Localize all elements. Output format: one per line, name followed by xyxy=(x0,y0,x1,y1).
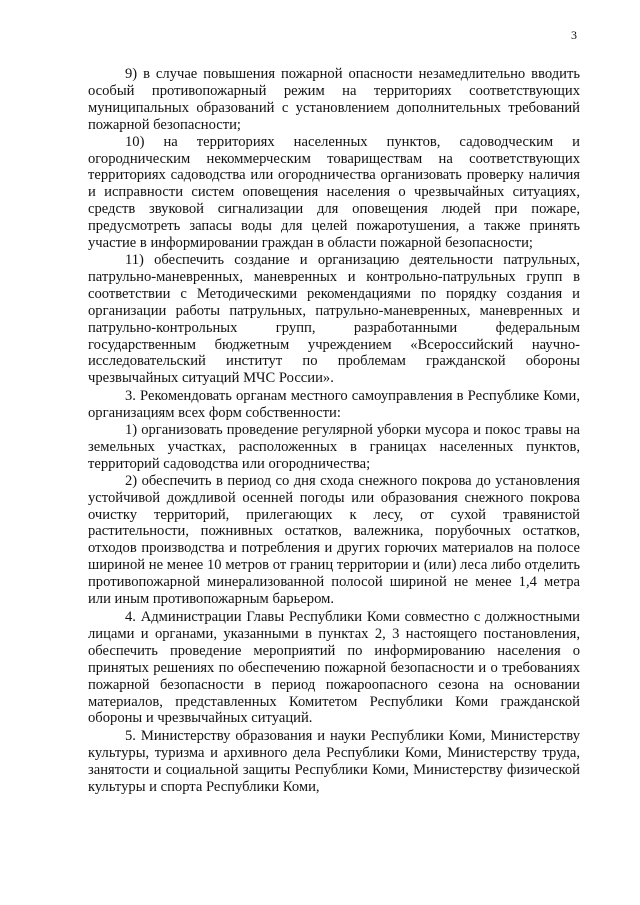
paragraph-section-3: 3. Рекомендовать органам местного самоуправления в Республике Коми, организациям всех форм собственности: xyxy=(88,388,580,422)
document-body xyxy=(88,66,580,796)
paragraph-section-3-item-1: 1) организовать проведение регулярной уборки мусора и покос травы на земельных участках, расположенных в границах населенных пунктов, территорий садоводства или огородничества; xyxy=(88,422,580,472)
paragraph-section-5: 5. Министерству образования и науки Республики Коми, Министерству культуры, туризма и архивного дела Республики Коми, Министерству труда, занятости и социальной защиты Республики Коми, Министерству физической культуры и спорта Республики Коми, xyxy=(88,728,580,796)
paragraph-item-9: 9) в случае повышения пожарной опасности незамедлительно вводить особый противопожарный режим на территориях соответствующих муниципальных образований с установлением дополнительных требований пожарной безопасности; xyxy=(88,66,580,133)
paragraph-section-3-item-2: 2) обеспечить в период со дня схода снежного покрова до установления устойчивой дождливой осенней погоды или образования снежного покрова очистку территорий, прилегающих к лесу, от сухой травянистой растительности, пожнивных остатков, валежника, порубочных остатков, отходов производства и потребления и других горючих материалов на полосе шириной не менее 10 метров от границ территории и (или) леса либо отделить противопожарной минерализованной полосой шириной не менее 1,4 метра или иным противопожарным барьером. xyxy=(88,472,580,608)
paragraph-section-4: 4. Администрации Главы Республики Коми совместно с должностными лицами и органами, указанными в пунктах 2, 3 настоящего постановления, обеспечить проведение мероприятий по информированию населения о принятых решениях по обеспечению пожарной безопасности и о требованиях пожарной безопасности в период пожароопасного сезона на основании материалов, представленных Комитетом Республики Коми гражданской обороны и чрезвычайных ситуаций. xyxy=(88,609,580,727)
paragraph-item-11: 11) обеспечить создание и организацию деятельности патрульных, патрульно-маневренных, маневренных и контрольно-патрульных групп в соответствии с Методическими рекомендациями по порядку создания и организации работы патрульных, патрульно-маневренных, маневренных и патрульно-контрольных групп, разработанными федеральным государственным бюджетным учреждением «Всероссийский научно-исследовательский институт по проблемам гражданской обороны чрезвычайных ситуаций МЧС России». xyxy=(88,251,580,387)
paragraph-item-10: 10) на территориях населенных пунктов, садоводческим и огородническим некоммерческим товариществам на соответствующих территориях садоводства или огородничества организовать проверку наличия и исправности систем оповещения населения о чрезвычайных ситуациях, средств звуковой сигнализации для оповещения людей при пожаре, предусмотреть запасы воды для целей пожаротушения, а также принять участие в информировании граждан в области пожарной безопасности; xyxy=(88,133,580,252)
page-number: 3 xyxy=(571,28,577,42)
